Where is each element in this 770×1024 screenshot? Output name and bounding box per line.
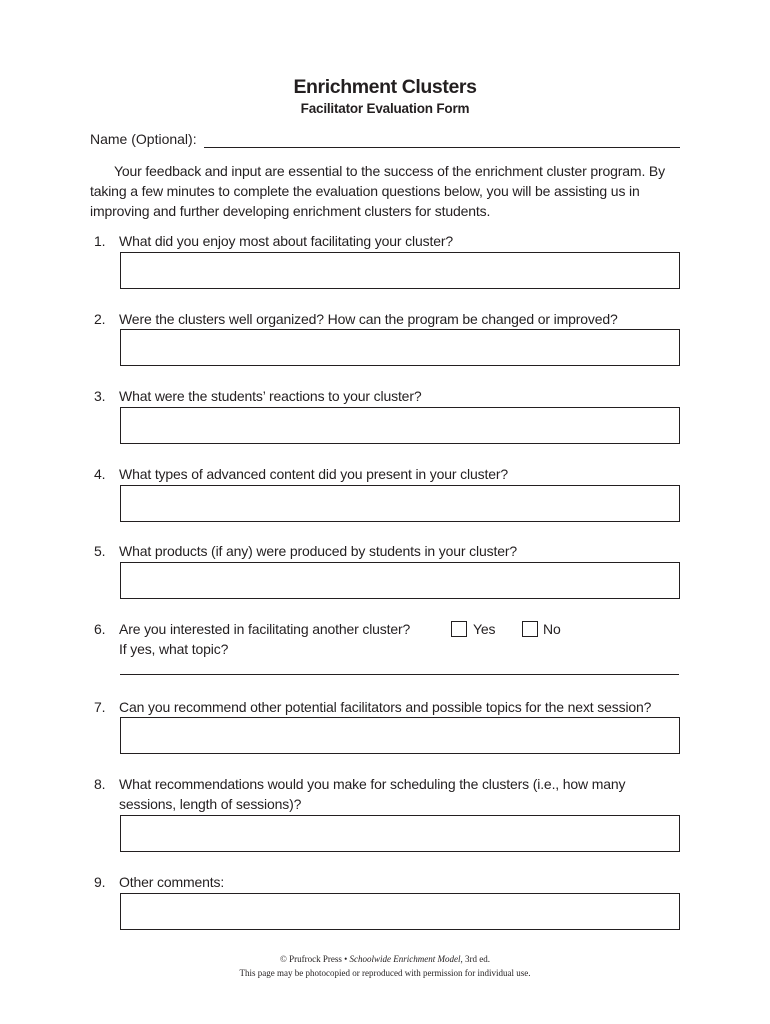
question-number: 9.	[94, 874, 106, 890]
question-number: 4.	[94, 466, 106, 482]
answer-box-2[interactable]	[120, 329, 680, 366]
form-subtitle: Facilitator Evaluation Form	[300, 101, 470, 116]
edition-text: , 3rd ed.	[460, 954, 490, 964]
question-text: Other comments:	[119, 874, 225, 890]
question-number: 2.	[94, 311, 106, 327]
question-text: What were the students’ reactions to your cluster?	[119, 388, 422, 404]
name-field[interactable]	[204, 147, 680, 148]
footer-permission: This page may be photocopied or reproduced with permission for individual use.	[239, 968, 531, 978]
footer-copyright	[0, 954, 770, 964]
intro-text: Your feedback and input are essential to the success of the enrichment cluster program. By taking a few minutes to complete the evaluation questions below, you will be assisting us in improving and further developing enrichment clusters for students.	[90, 163, 665, 219]
question-text: Are you interested in facilitating another cluster?	[119, 621, 411, 637]
question-text: Were the clusters well organized? How can the program be changed or improved?	[119, 311, 618, 327]
yes-label: Yes	[473, 621, 496, 637]
question-number: 5.	[94, 543, 106, 559]
followup-text: If yes, what topic?	[119, 641, 229, 657]
name-label: Name (Optional):	[90, 131, 197, 147]
no-checkbox[interactable]	[522, 621, 538, 637]
question-text: What products (if any) were produced by students in your cluster?	[119, 543, 518, 559]
answer-box-9[interactable]	[120, 893, 680, 930]
yes-checkbox[interactable]	[451, 621, 467, 637]
answer-box-7[interactable]	[120, 717, 680, 754]
answer-box-5[interactable]	[120, 562, 680, 599]
question-text: What types of advanced content did you present in your cluster?	[119, 466, 509, 482]
intro-paragraph	[90, 161, 682, 221]
question-number: 7.	[94, 699, 106, 715]
question-number: 3.	[94, 388, 106, 404]
no-label: No	[543, 621, 561, 637]
question-text: What recommendations would you make for scheduling the clusters (i.e., how many	[119, 776, 626, 792]
question-text-line2: sessions, length of sessions)?	[119, 796, 302, 812]
answer-box-1[interactable]	[120, 252, 680, 289]
answer-box-3[interactable]	[120, 407, 680, 444]
copyright-text: © Prufrock Press •	[280, 954, 348, 964]
form-title: Enrichment Clusters	[293, 76, 477, 98]
question-text: Can you recommend other potential facilitators and possible topics for the next session?	[119, 699, 652, 715]
topic-field[interactable]	[120, 674, 679, 675]
book-title: Schoolwide Enrichment Model	[349, 954, 461, 964]
question-number: 1.	[94, 233, 106, 249]
question-text: What did you enjoy most about facilitating your cluster?	[119, 233, 453, 249]
answer-box-4[interactable]	[120, 485, 680, 522]
question-number: 6.	[94, 621, 106, 637]
question-number: 8.	[94, 776, 106, 792]
answer-box-8[interactable]	[120, 815, 680, 852]
